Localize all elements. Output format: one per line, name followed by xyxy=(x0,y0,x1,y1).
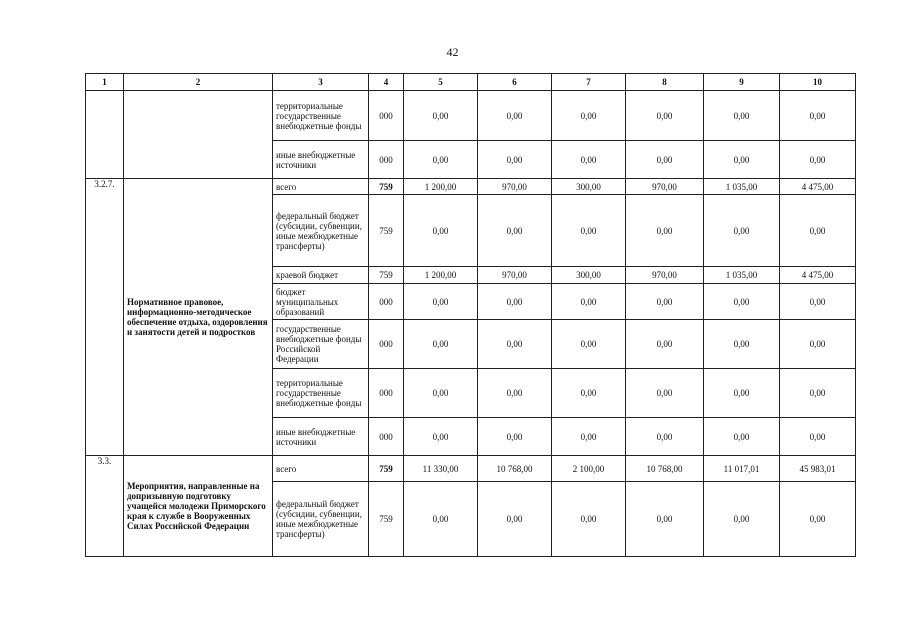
funding-source: федеральный бюджет (субсидии, субвенции, иные межбюджетные трансферты) xyxy=(273,195,369,267)
amount-cell: 0,00 xyxy=(780,195,856,267)
table-row xyxy=(86,179,856,195)
column-header: 7 xyxy=(552,74,626,91)
column-header: 9 xyxy=(704,74,780,91)
amount-cell: 0,00 xyxy=(780,320,856,369)
amount-cell: 0,00 xyxy=(552,91,626,141)
column-header: 5 xyxy=(404,74,478,91)
amount-cell: 0,00 xyxy=(478,91,552,141)
amount-cell: 0,00 xyxy=(552,418,626,456)
funding-source: государственные внебюджетные фонды Российской Федерации xyxy=(273,320,369,369)
amount-cell: 0,00 xyxy=(404,369,478,418)
amount-cell: 0,00 xyxy=(704,418,780,456)
amount-cell: 0,00 xyxy=(626,91,704,141)
amount-cell: 0,00 xyxy=(704,284,780,320)
amount-cell: 0,00 xyxy=(780,91,856,141)
item-number: 3.2.7. xyxy=(86,179,124,456)
item-number: 3.3. xyxy=(86,456,124,557)
column-header: 1 xyxy=(86,74,124,91)
amount-cell: 0,00 xyxy=(552,284,626,320)
amount-cell: 0,00 xyxy=(552,195,626,267)
amount-cell: 970,00 xyxy=(626,179,704,195)
amount-cell: 0,00 xyxy=(404,482,478,557)
budget-code: 000 xyxy=(369,320,404,369)
budget-table-wrapper xyxy=(85,73,856,557)
funding-source: территориальные государственные внебюджетные фонды xyxy=(273,91,369,141)
amount-cell: 0,00 xyxy=(552,141,626,179)
amount-cell: 0,00 xyxy=(478,418,552,456)
column-header: 3 xyxy=(273,74,369,91)
amount-cell: 0,00 xyxy=(704,482,780,557)
budget-code: 759 xyxy=(369,267,404,284)
amount-cell: 0,00 xyxy=(626,418,704,456)
amount-cell: 0,00 xyxy=(704,195,780,267)
amount-cell: 4 475,00 xyxy=(780,179,856,195)
amount-cell: 0,00 xyxy=(780,482,856,557)
amount-cell: 0,00 xyxy=(478,482,552,557)
budget-code: 759 xyxy=(369,179,404,195)
amount-cell: 45 983,01 xyxy=(780,456,856,482)
amount-cell: 0,00 xyxy=(552,369,626,418)
amount-cell: 970,00 xyxy=(626,267,704,284)
amount-cell: 0,00 xyxy=(478,369,552,418)
funding-source: всего xyxy=(273,456,369,482)
amount-cell: 10 768,00 xyxy=(478,456,552,482)
amount-cell: 0,00 xyxy=(478,320,552,369)
funding-source: всего xyxy=(273,179,369,195)
amount-cell: 0,00 xyxy=(404,320,478,369)
budget-code: 759 xyxy=(369,482,404,557)
funding-source: иные внебюджетные источники xyxy=(273,141,369,179)
amount-cell: 10 768,00 xyxy=(626,456,704,482)
amount-cell: 0,00 xyxy=(626,141,704,179)
column-header: 4 xyxy=(369,74,404,91)
amount-cell: 300,00 xyxy=(552,179,626,195)
amount-cell: 0,00 xyxy=(626,369,704,418)
table-row xyxy=(86,91,856,141)
amount-cell: 0,00 xyxy=(704,320,780,369)
amount-cell: 4 475,00 xyxy=(780,267,856,284)
budget-code: 000 xyxy=(369,284,404,320)
amount-cell: 1 035,00 xyxy=(704,267,780,284)
amount-cell: 0,00 xyxy=(552,320,626,369)
budget-code: 000 xyxy=(369,369,404,418)
amount-cell: 0,00 xyxy=(478,195,552,267)
column-header: 8 xyxy=(626,74,704,91)
amount-cell: 0,00 xyxy=(780,418,856,456)
budget-table xyxy=(85,73,856,557)
item-name: Мероприятия, направленные на допризывную подготовку учащейся молодежи Приморского края к службе в Вооруженных Силах Российской Федерации xyxy=(124,456,273,557)
column-header: 6 xyxy=(478,74,552,91)
funding-source: бюджет муниципальных образований xyxy=(273,284,369,320)
amount-cell: 0,00 xyxy=(626,482,704,557)
amount-cell: 0,00 xyxy=(626,284,704,320)
funding-source: краевой бюджет xyxy=(273,267,369,284)
amount-cell: 0,00 xyxy=(626,320,704,369)
amount-cell: 0,00 xyxy=(404,284,478,320)
item-number xyxy=(86,91,124,179)
amount-cell: 0,00 xyxy=(780,284,856,320)
amount-cell: 0,00 xyxy=(704,141,780,179)
table-row xyxy=(86,456,856,482)
amount-cell: 1 035,00 xyxy=(704,179,780,195)
amount-cell: 0,00 xyxy=(780,369,856,418)
amount-cell: 0,00 xyxy=(404,195,478,267)
amount-cell: 300,00 xyxy=(552,267,626,284)
budget-code: 759 xyxy=(369,456,404,482)
amount-cell: 0,00 xyxy=(478,141,552,179)
amount-cell: 0,00 xyxy=(404,91,478,141)
funding-source: федеральный бюджет (субсидии, субвенции, иные межбюджетные трансферты) xyxy=(273,482,369,557)
amount-cell: 0,00 xyxy=(780,141,856,179)
header-row xyxy=(86,74,856,91)
amount-cell: 0,00 xyxy=(404,141,478,179)
budget-code: 000 xyxy=(369,141,404,179)
item-name xyxy=(124,91,273,179)
amount-cell: 0,00 xyxy=(626,195,704,267)
amount-cell: 11 330,00 xyxy=(404,456,478,482)
amount-cell: 11 017,01 xyxy=(704,456,780,482)
amount-cell: 2 100,00 xyxy=(552,456,626,482)
budget-code: 000 xyxy=(369,91,404,141)
column-header: 10 xyxy=(780,74,856,91)
amount-cell: 1 200,00 xyxy=(404,267,478,284)
amount-cell: 0,00 xyxy=(478,284,552,320)
amount-cell: 0,00 xyxy=(704,369,780,418)
budget-code: 000 xyxy=(369,418,404,456)
column-header: 2 xyxy=(124,74,273,91)
amount-cell: 970,00 xyxy=(478,267,552,284)
amount-cell: 1 200,00 xyxy=(404,179,478,195)
amount-cell: 0,00 xyxy=(552,482,626,557)
item-name: Нормативное правовое, информационно-методическое обеспечение отдыха, оздоровления и занятости детей и подростков xyxy=(124,179,273,456)
funding-source: территориальные государственные внебюджетные фонды xyxy=(273,369,369,418)
amount-cell: 0,00 xyxy=(704,91,780,141)
amount-cell: 0,00 xyxy=(404,418,478,456)
budget-code: 759 xyxy=(369,195,404,267)
funding-source: иные внебюджетные источники xyxy=(273,418,369,456)
amount-cell: 970,00 xyxy=(478,179,552,195)
page-number: 42 xyxy=(446,45,459,59)
